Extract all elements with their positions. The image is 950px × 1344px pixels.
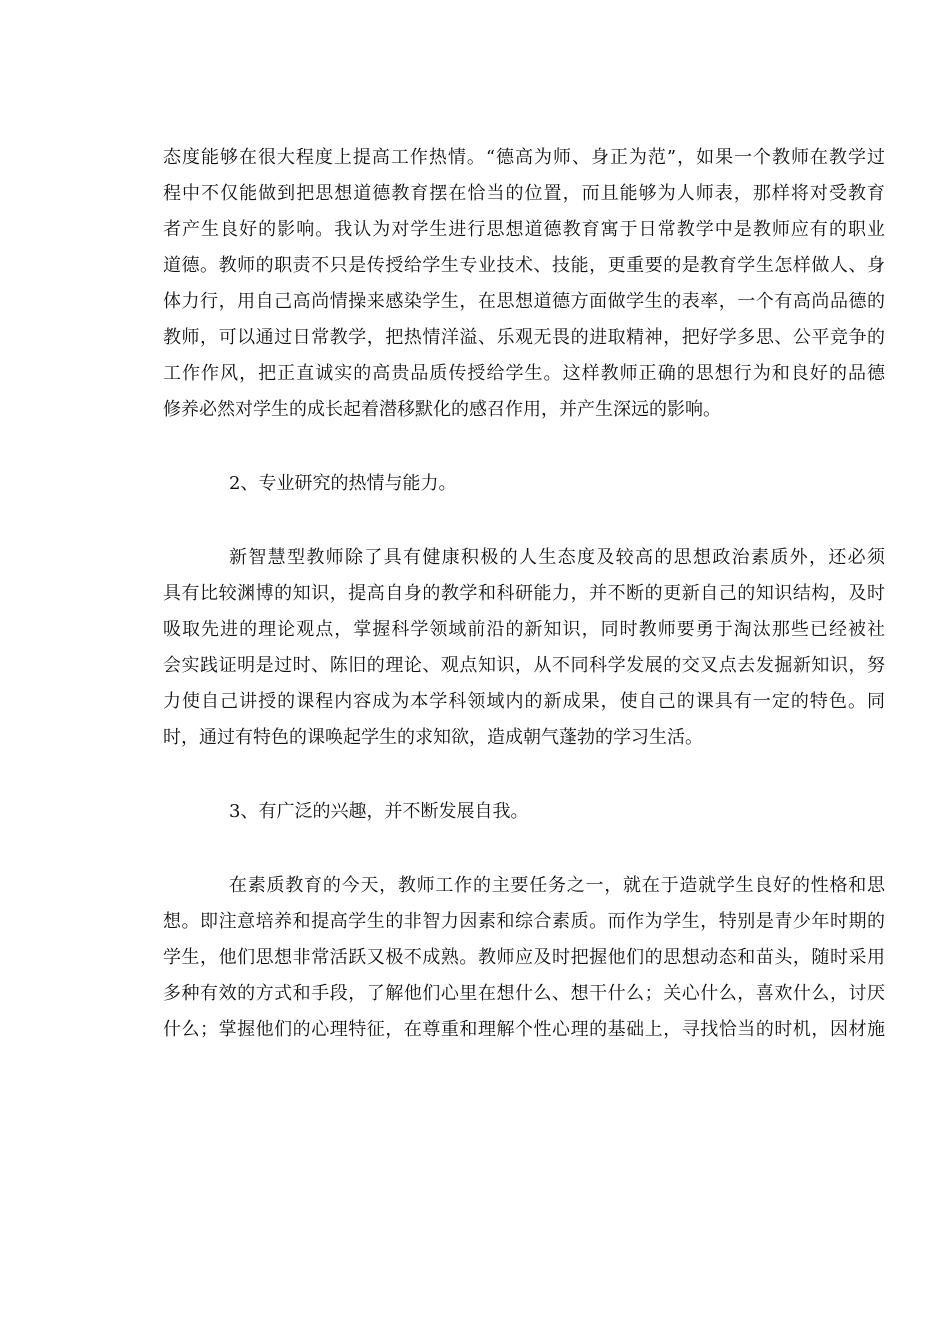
text-line: 道德。教师的职责不只是传授给学生专业技术、技能，更重要的是教育学生怎样做人、身 xyxy=(163,255,885,276)
text-line: 工作作风，把正直诚实的高贵品质传授给学生。这样教师正确的思想行为和良好的品德 xyxy=(163,363,885,384)
paragraph-teacher-ethics xyxy=(163,140,885,428)
section-heading-2: 2、专业研究的热情与能力。 xyxy=(229,473,457,494)
text-line: 会实践证明是过时、陈旧的理论、观点知识，从不同科学发展的交叉点去发掘新知识，努 xyxy=(163,655,885,676)
text-line: 程中不仅能做到把思想道德教育摆在恰当的位置，而且能够为人师表，那样将对受教育 xyxy=(163,183,885,204)
text-line: 想。即注意培养和提高学生的非智力因素和综合素质。而作为学生，特别是青少年时期的 xyxy=(163,911,885,932)
text-line: 在素质教育的今天，教师工作的主要任务之一，就在于造就学生良好的性格和思 xyxy=(229,875,885,896)
text-line: 具有比较渊博的知识，提高自身的教学和科研能力，并不断的更新自己的知识结构，及时 xyxy=(163,583,885,604)
paragraph-spacer xyxy=(163,756,885,794)
text-line: 吸取先进的理论观点，掌握科学领域前沿的新知识，同时教师要勇于淘汰那些已经被社 xyxy=(163,619,885,640)
paragraph-spacer xyxy=(163,830,885,868)
paragraph-spacer xyxy=(163,428,885,466)
text-line: 者产生良好的影响。我认为对学生进行思想道德教育寓于日常教学中是教师应有的职业 xyxy=(163,219,885,240)
paragraph-self-development xyxy=(163,868,885,1048)
text-line: 什么；掌握他们的心理特征，在尊重和理解个性心理的基础上，寻找恰当的时机，因材施 xyxy=(163,1019,885,1040)
paragraph-spacer xyxy=(163,502,885,540)
text-line: 新智慧型教师除了具有健康积极的人生态度及较高的思想政治素质外，还必须 xyxy=(229,547,885,568)
section-heading-3: 3、有广泛的兴趣，并不断发展自我。 xyxy=(229,801,529,822)
text-line: 时，通过有特色的课唤起学生的求知欲，造成朝气蓬勃的学习生活。 xyxy=(163,727,703,748)
text-line: 体力行，用自己高尚情操来感染学生，在思想道德方面做学生的表率，一个有高尚品德的 xyxy=(163,291,885,312)
text-line: 修养必然对学生的成长起着潜移默化的感召作用，并产生深远的影响。 xyxy=(163,399,721,420)
text-line: 态度能够在很大程度上提高工作热情。“德高为师、身正为范”，如果一个教师在教学过 xyxy=(163,147,885,168)
text-line: 力使自己讲授的课程内容成为本学科领域内的新成果，使自己的课具有一定的特色。同 xyxy=(163,691,885,712)
paragraph-professional-research xyxy=(163,540,885,756)
text-line: 多种有效的方式和手段，了解他们心里在想什么、想干什么；关心什么，喜欢什么，讨厌 xyxy=(163,983,885,1004)
document-page xyxy=(163,140,885,1048)
text-line: 教师，可以通过日常教学，把热情洋溢、乐观无畏的进取精神，把好学多思、公平竞争的 xyxy=(163,327,885,348)
text-line: 学生，他们思想非常活跃又极不成熟。教师应及时把握他们的思想动态和苗头，随时采用 xyxy=(163,947,885,968)
